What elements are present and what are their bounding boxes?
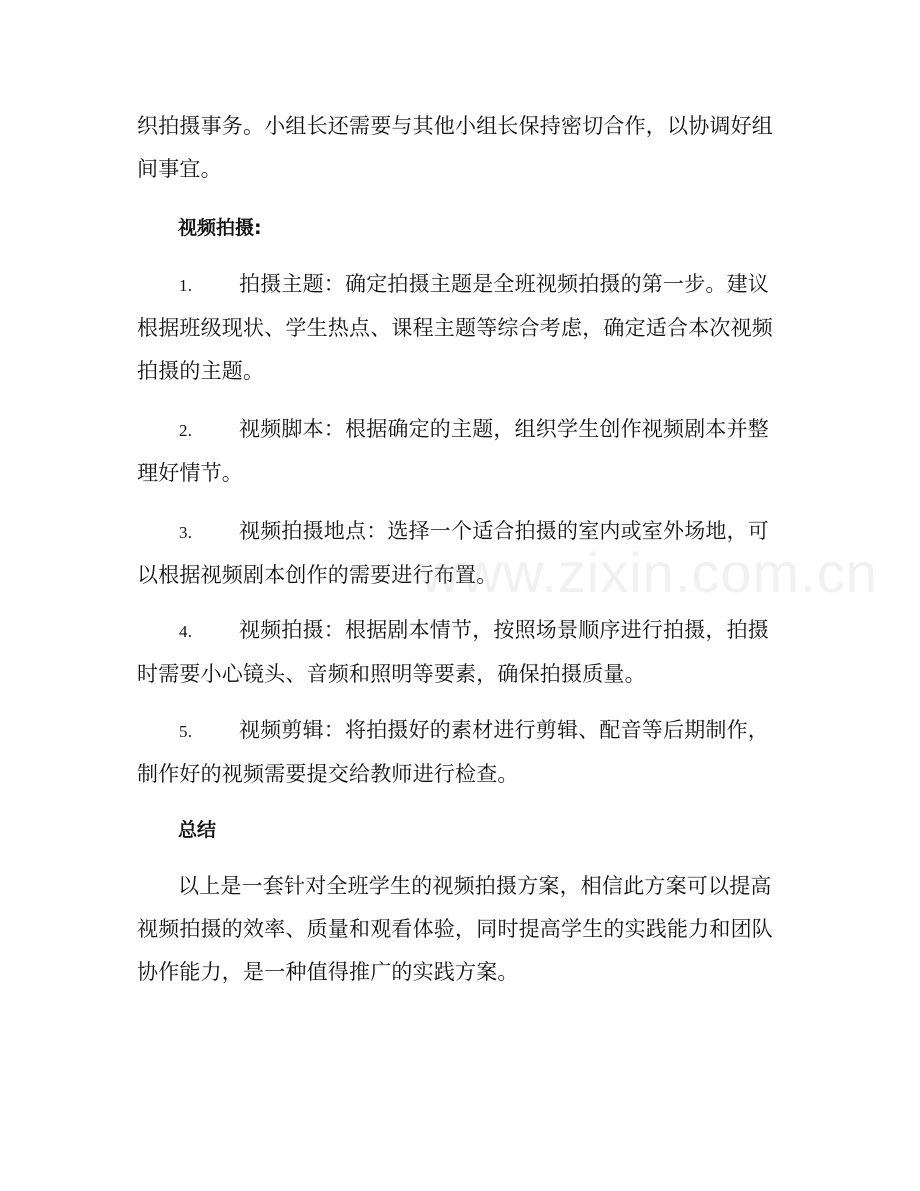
list-item-4 [137,609,777,696]
list-item-3 [137,510,777,597]
list-item-text: 视频拍摄地点：选择一个适合拍摄的室内或室外场地，可以根据视频剧本创作的需要进行布置。 [137,519,769,587]
list-item-text: 拍摄主题：确定拍摄主题是全班视频拍摄的第一步。建议根据班级现状、学生热点、课程主题等综合考虑，确定适合本次视频拍摄的主题。 [137,272,773,383]
summary-paragraph [137,865,777,994]
list-item-number: 2. [179,421,193,440]
list-item-text: 视频剪辑：将拍摄好的素材进行剪辑、配音等后期制作，制作好的视频需要提交给教师进行检查。 [137,718,769,786]
list-item-2 [137,408,777,495]
list-item-text: 视频脚本：根据确定的主题，组织学生创作视频剧本并整理好情节。 [137,417,769,485]
list-item-number: 5. [179,722,193,741]
list-item-number: 1. [179,276,193,295]
section-heading-video: 视频拍摄: [178,217,262,239]
watermark: www.zixin.com.cn [420,541,878,604]
section-heading-summary: 总结 [178,819,217,841]
intro-paragraph: 织拍摄事务。小组长还需要与其他小组长保持密切合作，以协调好组间事宜。 [137,114,773,181]
list-item-text: 视频拍摄：根据剧本情节，按照场景顺序进行拍摄，拍摄时需要小心镜头、音频和照明等要素，确保拍摄质量。 [137,618,769,686]
summary-text: 以上是一套针对全班学生的视频拍摄方案，相信此方案可以提高视频拍摄的效率、质量和观看体验，同时提高学生的实践能力和团队协作能力，是一种值得推广的实践方案。 [137,874,773,984]
list-item-number: 3. [179,523,193,542]
list-item-number: 4. [179,622,193,641]
list-item-1 [137,263,777,393]
list-item-5 [137,709,777,796]
